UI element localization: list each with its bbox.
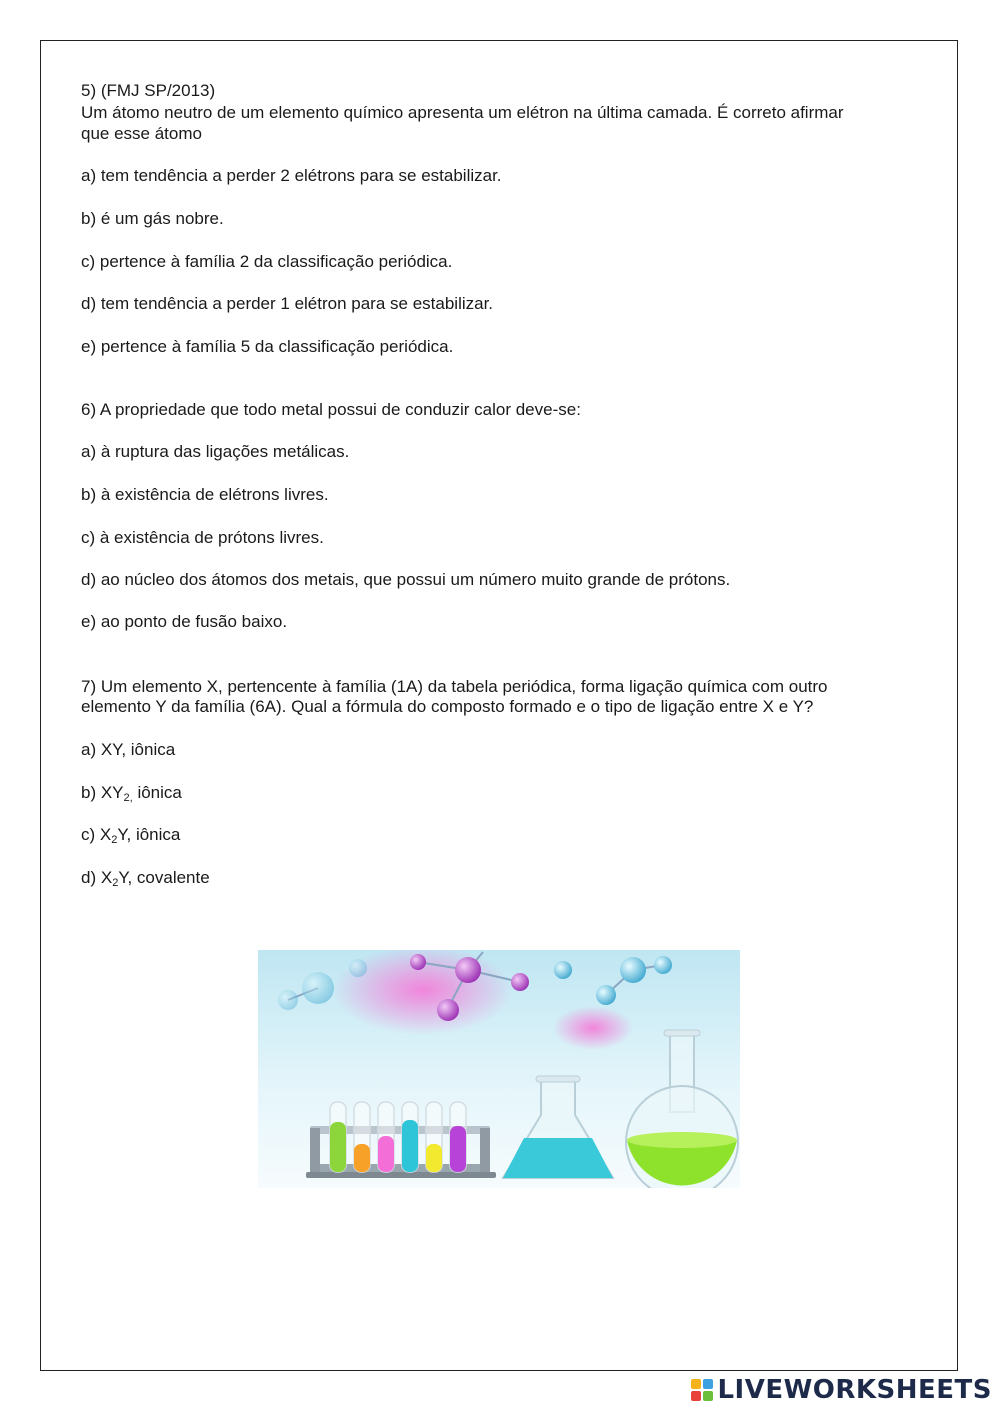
q5-option-d: d) tem tendência a perder 1 elétron para se estabilizar.	[81, 294, 494, 313]
q6-option-e: e) ao ponto de fusão baixo.	[81, 612, 288, 631]
q5-option-c: c) pertence à família 2 da classificação periódica.	[81, 252, 453, 271]
atom-blue	[654, 956, 672, 974]
q7-option-b: b) $XY_{2,}$ iônica	[81, 783, 182, 804]
q5-option-b: b) é um gás nobre.	[81, 209, 224, 228]
brand-text: LIVEWORKSHEETS	[717, 1375, 992, 1405]
atom-blue-faded	[278, 990, 298, 1010]
q6-option-d: d) ao núcleo dos átomos dos metais, que possui um número muito grande de prótons.	[81, 570, 731, 589]
q5-option-e: e) pertence à família 5 da classificação periódica.	[81, 337, 454, 356]
atom-blue-faded	[349, 959, 367, 977]
atom-purple	[455, 957, 481, 983]
q7-stem-line1: 7) Um elemento X, pertencente à família (1A) da tabela periódica, forma ligação química com outro	[81, 677, 828, 696]
q5-header: 5) (FMJ SP/2013)	[81, 81, 216, 100]
liveworksheets-logo	[691, 1375, 992, 1405]
q7-option-d: d) $X_2Y$, covalente	[81, 868, 210, 889]
chemistry-lab-illustration	[258, 950, 740, 1188]
q5-option-a: a) tem tendência a perder 2 elétrons para se estabilizar.	[81, 166, 502, 185]
atom-blue-faded	[302, 972, 334, 1004]
q5-stem-line2: que esse átomo	[81, 124, 202, 143]
q7-stem-line2: elemento Y da família (6A). Qual a fórmula do composto formado e o tipo de ligação entre X e Y?	[81, 697, 814, 716]
atom-blue	[554, 961, 572, 979]
atom-purple	[437, 999, 459, 1021]
atom-purple	[410, 954, 426, 970]
q7-option-a: a) XY, iônica	[81, 740, 176, 759]
atom-purple	[511, 973, 529, 991]
q7-option-c: c) $X_2Y$, iônica	[81, 825, 181, 846]
brand-icon	[691, 1379, 713, 1401]
q6-option-c: c) à existência de prótons livres.	[81, 528, 324, 547]
atom-blue	[620, 957, 646, 983]
atom-blue	[596, 985, 616, 1005]
q6-option-b: b) à existência de elétrons livres.	[81, 485, 329, 504]
q6-stem: 6) A propriedade que todo metal possui de conduzir calor deve-se:	[81, 400, 581, 419]
q6-option-a: a) à ruptura das ligações metálicas.	[81, 442, 350, 461]
pink-glow-small	[553, 1006, 633, 1050]
q5-stem-line1: Um átomo neutro de um elemento químico apresenta um elétron na última camada. É correto afirmar	[81, 103, 844, 122]
